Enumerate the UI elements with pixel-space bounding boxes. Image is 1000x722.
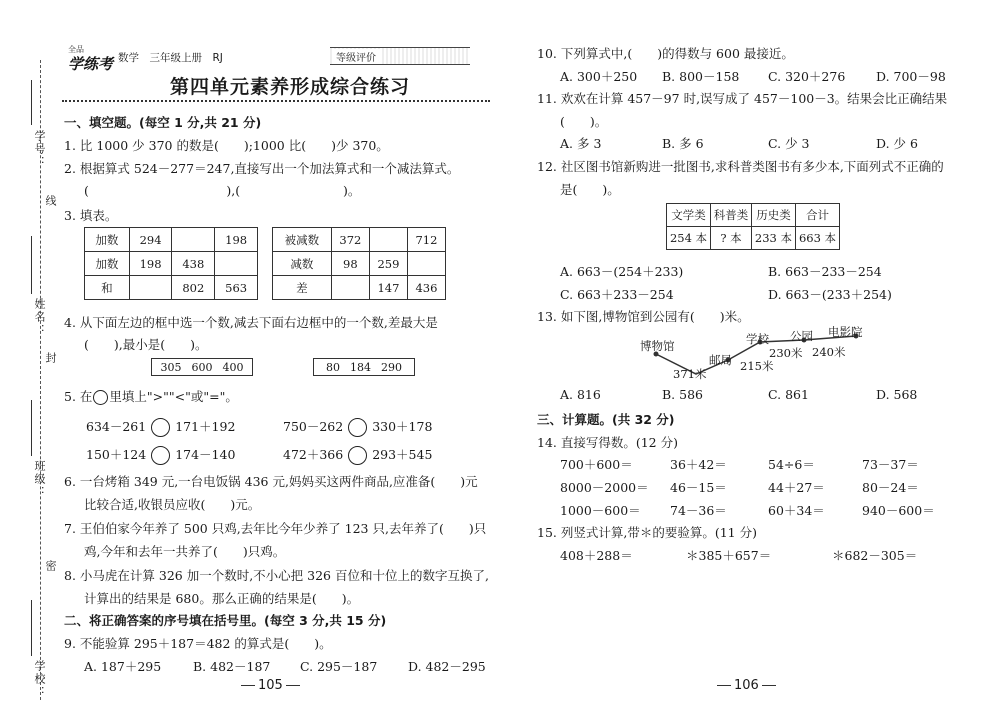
question-8-line-2: 计算出的结果是 680。那么正确的结果是( )。 [84,591,360,606]
calc-r2c1: 8000－2000＝ [560,480,649,495]
dash [717,685,731,686]
q13-option-d: D. 568 [876,387,918,402]
table-cell: 802 [172,276,215,300]
compare-left: 750－262 [283,419,344,434]
calc-r2c4: 80－24＝ [862,480,919,495]
section-2-heading: 二、将正确答案的序号填在括号里。(每空 3 分,共 15 分) [64,613,387,628]
map-label-school: 学校 [746,332,769,346]
question-7-line-1: 7. 王伯伯家今年养了 500 只鸡,去年比今年少养了 123 只,去年养了( )只 [64,521,487,536]
question-5 [64,387,238,405]
table-cell: 198 [129,252,172,276]
table-cell: 加数 [85,252,130,276]
compare-right: 174－140 [175,447,236,462]
cut-mark-seal: 封 [44,352,57,365]
student-id-field[interactable] [31,80,32,125]
q9-option-d: D. 482－295 [408,659,486,674]
compare-left: 150＋124 [86,447,147,462]
left-number-box [151,358,253,376]
q10-option-b: B. 800－158 [662,69,740,84]
table-cell: 147 [369,276,407,300]
compare-left: 472＋366 [283,447,344,462]
table-row [85,252,258,276]
box-number: 290 [381,360,402,374]
map-distance-4: 240米 [812,345,846,359]
table-cell: 259 [369,252,407,276]
calc-r2c2: 46－15＝ [670,480,727,495]
compare-item-4 [283,445,432,465]
blank-answer-cell[interactable] [407,252,445,276]
table-cell: 被减数 [273,228,332,252]
question-2-blank-a[interactable]: ( ),( [84,183,241,198]
table-cell: 233 本 [751,227,795,250]
q10-option-c: C. 320＋276 [768,69,846,84]
question-3: 3. 填表。 [64,208,118,223]
page-number-text: 106 [734,678,759,693]
q11-option-a: A. 多 3 [560,136,602,151]
table-row [667,204,840,227]
q13-option-a: A. 816 [560,387,601,402]
question-14: 14. 直接写得数。(12 分) [537,435,678,450]
table-row [85,276,258,300]
blank-answer-cell[interactable] [215,252,258,276]
q12-option-b: B. 663－233－254 [768,264,882,279]
table-cell: 436 [407,276,445,300]
q11-option-c: C. 少 3 [768,136,810,151]
map-label-museum: 博物馆 [640,339,675,353]
compare-circle-icon [93,390,108,405]
q13-option-c: C. 861 [768,387,809,402]
table-cell: 563 [215,276,258,300]
compare-circle[interactable] [151,418,170,437]
dash [286,685,300,686]
class-field[interactable] [31,400,32,456]
q15-item-1: 408＋288＝ [560,548,633,563]
addition-table [84,227,258,300]
question-4-line-2: ( ),最小是( )。 [84,337,208,352]
table-cell: 加数 [85,228,130,252]
question-13: 13. 如下图,博物馆到公园有( )米。 [537,309,750,324]
box-number: 80 [326,360,340,374]
question-9: 9. 不能验算 295＋187＝482 的算式是( )。 [64,636,332,651]
box-number: 600 [191,360,213,374]
q13-option-b: B. 586 [662,387,703,402]
question-12-line-1: 12. 社区图书馆新购进一批图书,求科普类图书有多少本,下面列式不正确的 [537,159,944,174]
map-distance-3: 230米 [769,346,803,360]
calc-r2c3: 44＋27＝ [768,480,825,495]
table-cell: 438 [172,252,215,276]
question-8-line-1: 8. 小马虎在计算 326 加一个数时,不小心把 326 百位和十位上的数字互换了, [64,568,489,583]
box-number: 305 [160,360,182,374]
q9-option-b: B. 482－187 [193,659,271,674]
q10-option-d: D. 700－98 [876,69,946,84]
table-row [85,228,258,252]
calc-r3c4: 940－600＝ [862,503,935,518]
table-cell: 历史类 [751,204,795,227]
q10-option-a: A. 300＋250 [560,69,638,84]
school-field[interactable] [31,600,32,656]
page-number-text: 105 [258,678,283,693]
compare-circle[interactable] [348,418,367,437]
school-label: 学校： [33,660,46,699]
map-distance-2: 215米 [740,359,774,373]
dash [762,685,776,686]
question-1: 1. 比 1000 少 370 的数是( );1000 比( )少 370。 [64,138,389,153]
table-row [667,227,840,250]
table-cell: 文学类 [667,204,711,227]
calc-r1c3: 54÷6＝ [768,457,815,472]
compare-right: 330＋178 [372,419,433,434]
table-cell: ? 本 [711,227,752,250]
question-12-line-2: 是( )。 [560,182,620,197]
compare-item-1 [86,417,235,437]
q11-option-d: D. 少 6 [876,136,918,151]
q12-option-c: C. 663＋233－254 [560,287,674,302]
page-title: 第四单元素养形成综合练习 [170,76,411,98]
table-row [273,228,446,252]
calc-r3c2: 74－36＝ [670,503,727,518]
question-6-line-1: 6. 一台烤箱 349 元,一台电饭锅 436 元,妈妈买这两件商品,应准备( )元 [64,474,478,489]
calc-r1c2: 36＋42＝ [670,457,727,472]
compare-right: 293＋545 [372,447,433,462]
cut-mark-secret: 密 [44,560,57,573]
compare-circle[interactable] [151,446,170,465]
blank-answer-cell[interactable] [129,276,172,300]
question-11-line-2: ( )。 [560,114,608,129]
q12-option-a: A. 663－(254＋233) [560,264,684,279]
title-rule [62,100,490,102]
calc-r1c1: 700＋600＝ [560,457,633,472]
grade-label: 等级评价 [332,49,380,64]
blank-answer-cell[interactable] [369,228,407,252]
map-label-post-office: 邮局 [709,353,732,367]
question-2: 2. 根据算式 524－277＝247,直接写出一个加法算式和一个减法算式。 [64,161,460,176]
class-label: 班级： [33,460,46,499]
subtraction-table [272,227,446,300]
table-cell: 科普类 [711,204,752,227]
q15-item-3: ＊682－305＝ [832,548,918,563]
question-2-blank-b[interactable]: )。 [343,183,361,198]
compare-circle[interactable] [348,446,367,465]
question-6-line-2: 比较合适,收银员应收( )元。 [84,497,261,512]
question-11-line-1: 11. 欢欢在计算 457－97 时,误写成了 457－100－3。结果会比正确结果 [537,91,948,106]
map-distance-1: 371米 [673,367,707,381]
blank-answer-cell[interactable] [172,228,215,252]
table-row [273,276,446,300]
calc-r1c4: 73－37＝ [862,457,919,472]
table-cell: 663 本 [795,227,839,250]
compare-left: 634－261 [86,419,147,434]
table-cell: 98 [331,252,369,276]
right-number-box [313,358,415,376]
compare-item-2 [283,417,432,437]
table-row [273,252,446,276]
page-number-right [714,678,779,693]
question-5-tail: 里填上">""<"或"="。 [109,389,238,404]
grade-evaluation-bar [330,47,470,65]
section-3-heading: 三、计算题。(共 32 分) [537,412,675,427]
table-cell: 372 [331,228,369,252]
cut-mark-line: 线 [44,195,57,208]
student-name-field[interactable] [31,236,32,294]
question-4-line-1: 4. 从下面左边的框中选一个数,减去下面右边框中的一个数,差最大是 [64,315,438,330]
book-info: 数学 三年级上册 RJ [118,52,223,64]
logo-main-text: 学练考 [68,55,114,73]
question-10: 10. 下列算式中,( )的得数与 600 最接近。 [537,46,794,61]
blank-answer-cell[interactable] [331,276,369,300]
table-cell: 198 [215,228,258,252]
question-15: 15. 列竖式计算,带＊的要验算。(11 分) [537,525,757,540]
student-id-label: 学号： [33,130,46,169]
calc-r3c1: 1000－600＝ [560,503,641,518]
question-7-line-2: 鸡,今年和去年一共养了( )只鸡。 [84,544,286,559]
compare-right: 171＋192 [175,419,236,434]
table-cell: 254 本 [667,227,711,250]
section-1-heading: 一、填空题。(每空 1 分,共 21 分) [64,115,262,130]
question-5-text: 5. 在 [64,389,93,404]
dash [241,685,255,686]
map-label-cinema: 电影院 [828,325,863,339]
q9-option-a: A. 187＋295 [84,659,162,674]
book-count-table [666,203,840,250]
q12-option-d: D. 663－(233＋254) [768,287,892,302]
student-name-label: 姓名： [33,298,46,337]
page-number-left [238,678,303,693]
table-cell: 差 [273,276,332,300]
table-cell: 294 [129,228,172,252]
table-cell: 712 [407,228,445,252]
table-cell: 减数 [273,252,332,276]
table-cell: 和 [85,276,130,300]
q11-option-b: B. 多 6 [662,136,704,151]
q15-item-2: ＊385＋657＝ [686,548,772,563]
publisher-logo [68,44,114,73]
binding-strip [0,0,58,722]
compare-item-3 [86,445,235,465]
logo-small-text: 全品 [68,45,84,54]
box-number: 184 [350,360,371,374]
map-label-park: 公园 [790,329,813,343]
table-cell: 合计 [795,204,839,227]
box-number: 400 [222,360,244,374]
q9-option-c: C. 295－187 [300,659,378,674]
calc-r3c3: 60＋34＝ [768,503,825,518]
